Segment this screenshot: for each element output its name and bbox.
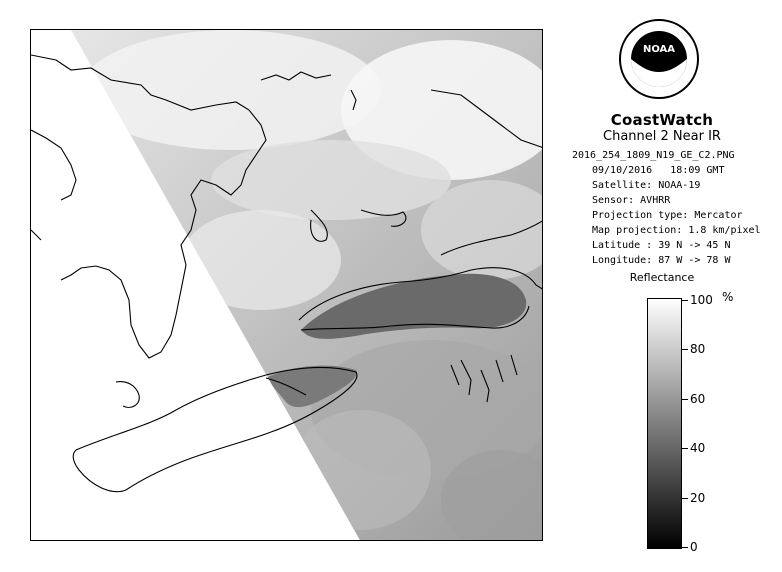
colorbar xyxy=(647,298,682,549)
colorbar-tick-label: 40 xyxy=(690,441,706,456)
legend-longitude: Longitude: 87 W -> 78 W xyxy=(592,255,731,266)
legend-projection-type: Projection type: Mercator xyxy=(592,210,743,221)
colorbar-tick-label: 80 xyxy=(690,342,706,357)
colorbar-tick xyxy=(682,448,688,449)
colorbar-tick xyxy=(682,498,688,499)
legend-title: CoastWatch xyxy=(610,111,714,129)
colorbar-tick-label: 100 xyxy=(690,293,713,307)
colorbar-tick-label: 60 xyxy=(690,391,706,406)
colorbar-tick xyxy=(682,349,688,350)
legend-metadata xyxy=(572,148,762,268)
legend-date: 09/10/2016 xyxy=(592,165,653,176)
colorbar-label: Reflectance xyxy=(629,271,695,284)
legend-time: 18:09 GMT xyxy=(670,165,725,176)
legend-filename: 2016_254_1809_N19_GE_C2.PNG xyxy=(572,150,735,161)
colorbar-tick xyxy=(682,399,688,400)
satellite-map xyxy=(30,29,543,541)
noaa-seal-icon xyxy=(618,18,700,100)
noaa-logo xyxy=(618,18,700,100)
colorbar-tick xyxy=(682,300,688,301)
legend-map-projection: Map projection: 1.8 km/pixel xyxy=(592,225,761,236)
legend-latitude: Latitude : 39 N -> 45 N xyxy=(592,240,731,251)
svg-text:NOAA: NOAA xyxy=(642,44,676,55)
map-canvas xyxy=(31,30,543,541)
legend-sensor: Sensor: AVHRR xyxy=(592,195,671,206)
legend-satellite: Satellite: NOAA-19 xyxy=(592,180,701,191)
colorbar-unit: % xyxy=(722,290,734,304)
legend-channel: Channel 2 Near IR xyxy=(603,129,721,144)
colorbar-tick xyxy=(682,547,688,548)
legend-datetime xyxy=(572,163,762,178)
satellite-swath xyxy=(31,30,543,541)
colorbar-tick-label: 0 xyxy=(690,540,698,554)
colorbar-tick-label: 20 xyxy=(690,490,706,505)
